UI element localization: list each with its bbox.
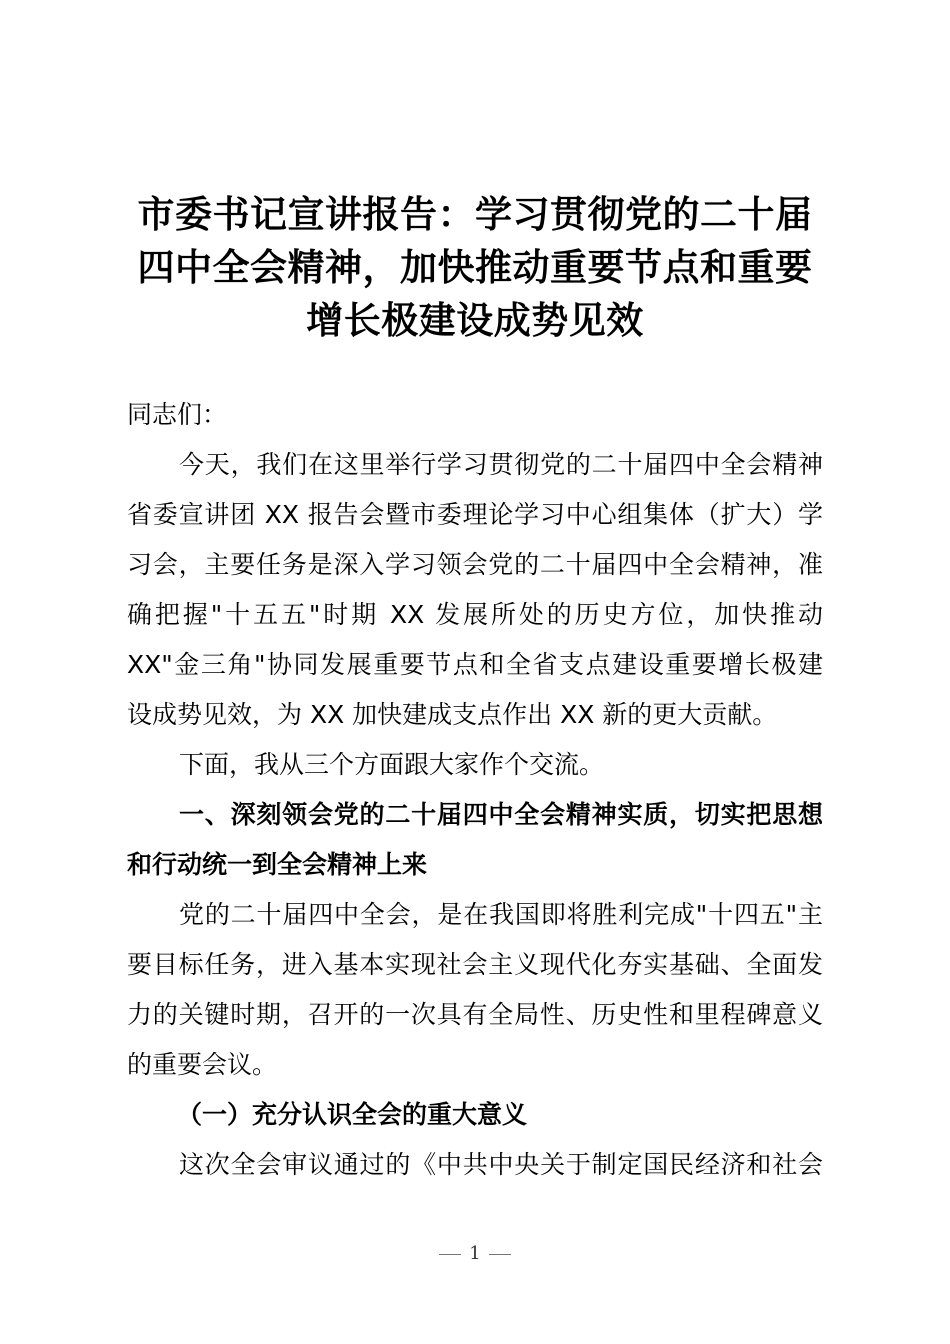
section-heading-1-cont: 和行动统一到全会精神上来 bbox=[127, 850, 428, 879]
paragraph-1-line: 习会，主要任务是深入学习领会党的二十届四中全会精神，准 bbox=[127, 550, 823, 579]
paragraph-1-line: XX"金三角"协同发展重要节点和全省支点建设重要增长极建 bbox=[127, 650, 823, 679]
paragraph-1-line: 设成势见效，为 XX 加快建成支点作出 XX 新的更大贡献。 bbox=[127, 700, 778, 729]
subheading-1: （一）充分认识全会的重大意义 bbox=[177, 1100, 528, 1129]
title-line-1: 市委书记宣讲报告：学习贯彻党的二十届 bbox=[137, 192, 813, 236]
document-body bbox=[127, 390, 823, 1190]
document-title bbox=[120, 188, 830, 347]
footer-dash-right bbox=[489, 1254, 511, 1255]
paragraph-1-line: 今天，我们在这里举行学习贯彻党的二十届四中全会精神 bbox=[179, 450, 823, 479]
paragraph-3-line: 要目标任务，进入基本实现社会主义现代化夯实基础、全面发 bbox=[127, 950, 823, 979]
paragraph-3-line: 力的关键时期，召开的一次具有全局性、历史性和里程碑意义 bbox=[127, 1000, 823, 1029]
paragraph-2: 下面，我从三个方面跟大家作个交流。 bbox=[179, 750, 605, 779]
paragraph-3-line: 党的二十届四中全会，是在我国即将胜利完成"十四五"主 bbox=[179, 900, 823, 929]
section-heading-1: 一、深刻领会党的二十届四中全会精神实质，切实把思想 bbox=[179, 800, 823, 829]
footer-dash-left bbox=[439, 1254, 461, 1255]
page-footer bbox=[0, 1243, 950, 1264]
paragraph-1-line: 省委宣讲团 XX 报告会暨市委理论学习中心组集体（扩大）学 bbox=[127, 500, 823, 529]
title-line-3: 增长极建设成势见效 bbox=[306, 298, 644, 342]
salutation: 同志们： bbox=[127, 400, 228, 429]
paragraph-4-line: 这次全会审议通过的《中共中央关于制定国民经济和社会 bbox=[179, 1150, 823, 1179]
page-number: 1 bbox=[469, 1243, 481, 1264]
title-line-2: 四中全会精神，加快推动重要节点和重要 bbox=[137, 245, 813, 289]
paragraph-3-line: 的重要会议。 bbox=[127, 1050, 278, 1079]
paragraph-1-line: 确把握"十五五"时期 XX 发展所处的历史方位，加快推动 bbox=[127, 600, 823, 629]
